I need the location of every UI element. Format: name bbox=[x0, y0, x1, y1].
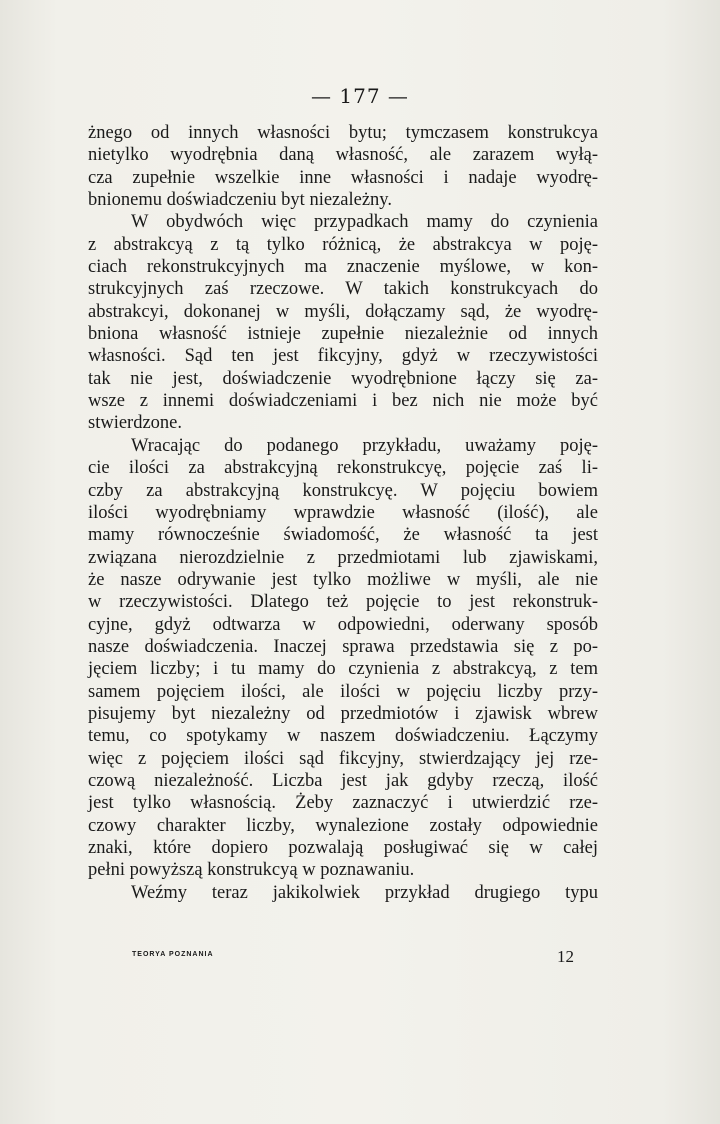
text-line: cie ilości za abstrakcyjną rekonstrukcyę, pojęcie zaś li- bbox=[88, 458, 598, 479]
text-line: żnego od innych własności bytu; tymczasem konstrukcya bbox=[88, 123, 598, 143]
text-line: samem pojęciem ilości, ale ilości w pojęciu liczby przy- bbox=[88, 681, 598, 702]
text-line: stwierdzone. bbox=[88, 413, 183, 434]
text-line: wsze z innemi doświadczeniami i bez nich nie może być bbox=[88, 391, 598, 412]
text-line: W obydwóch więc przypadkach mamy do czynienia bbox=[131, 212, 598, 233]
text-line: pełni powyższą konstrukcyą w poznawaniu. bbox=[88, 860, 415, 881]
text-line: z abstrakcyą z tą tylko różnicą, że abstrakcya w poję- bbox=[88, 234, 598, 255]
text-line: bniona własność istnieje zupełnie niezależnie od innych bbox=[88, 324, 598, 345]
text-line: tak nie jest, doświadczenie wyodrębnione łączy się za- bbox=[88, 368, 598, 389]
text-line: czową niezależność. Liczba jest jak gdyby rzeczą, ilość bbox=[88, 770, 598, 791]
text-line: cyjne, gdyż odtwarza w odpowiedni, oderwany sposób bbox=[88, 614, 598, 635]
page-footer bbox=[132, 947, 574, 967]
text-line: nietylko wyodrębnia daną własność, ale zarazem wyłą- bbox=[88, 145, 598, 166]
text-line: czowy charakter liczby, wynalezione zostały odpowiednie bbox=[88, 815, 598, 836]
text-line: pisujemy byt niezależny od przedmiotów i zjawisk wbrew bbox=[88, 703, 598, 724]
text-line: własności. Sąd ten jest fikcyjny, gdyż w rzeczywistości bbox=[88, 346, 598, 367]
text-line: że nasze odrywanie jest tylko możliwe w myśli, ale nie bbox=[88, 569, 598, 590]
text-line: znaki, które dopiero pozwalają posługiwać się w całej bbox=[88, 838, 598, 858]
text-line: jęciem liczby; i tu mamy do czynienia z abstrakcyą, z tem bbox=[88, 659, 598, 680]
page-number: — 177 — bbox=[311, 84, 409, 108]
text-line: strukcyjnych zaś rzeczowe. W takich konstrukcyach do bbox=[88, 279, 598, 300]
text-line: temu, co spotykamy w naszem doświadczeniu. Łączymy bbox=[88, 726, 598, 747]
body-text bbox=[88, 122, 598, 904]
text-line: w rzeczywistości. Dlatego też pojęcie to jest rekonstruk- bbox=[88, 592, 598, 613]
text-line: związana nierozdzielnie z przedmiotami lub zjawiskami, bbox=[88, 547, 598, 568]
text-line: czby za abstrakcyjną konstrukcyę. W pojęciu bowiem bbox=[88, 480, 598, 501]
text-line: Wracając do podanego przykładu, uważamy poję- bbox=[131, 435, 598, 456]
printer-signature: TEORYA POZNANIA bbox=[132, 951, 214, 958]
text-line: ciach rekonstrukcyjnych ma znaczenie myślowe, w kon- bbox=[88, 257, 598, 278]
text-line: nasze doświadczenia. Inaczej sprawa przedstawia się z po- bbox=[88, 636, 598, 657]
text-line: bnionemu doświadczeniu byt niezależny. bbox=[88, 190, 392, 211]
text-line: mamy równocześnie świadomość, że własność ta jest bbox=[88, 525, 598, 546]
text-line: Weźmy teraz jakikolwiek przykład drugiego typu bbox=[131, 882, 598, 903]
text-line: ilości wyodrębniamy wprawdzie własność (ilość), ale bbox=[88, 502, 598, 523]
text-line: więc z pojęciem ilości sąd fikcyjny, stwierdzający jej rze- bbox=[88, 748, 598, 769]
text-line: abstrakcyi, dokonanej w myśli, dołączamy sąd, że wyodrę- bbox=[88, 301, 598, 322]
text-line: jest tylko własnością. Żeby zaznaczyć i utwierdzić rze- bbox=[88, 793, 598, 814]
text-line: cza zupełnie wszelkie inne własności i nadaje wyodrę- bbox=[88, 167, 598, 188]
sheet-number: 12 bbox=[557, 947, 574, 966]
